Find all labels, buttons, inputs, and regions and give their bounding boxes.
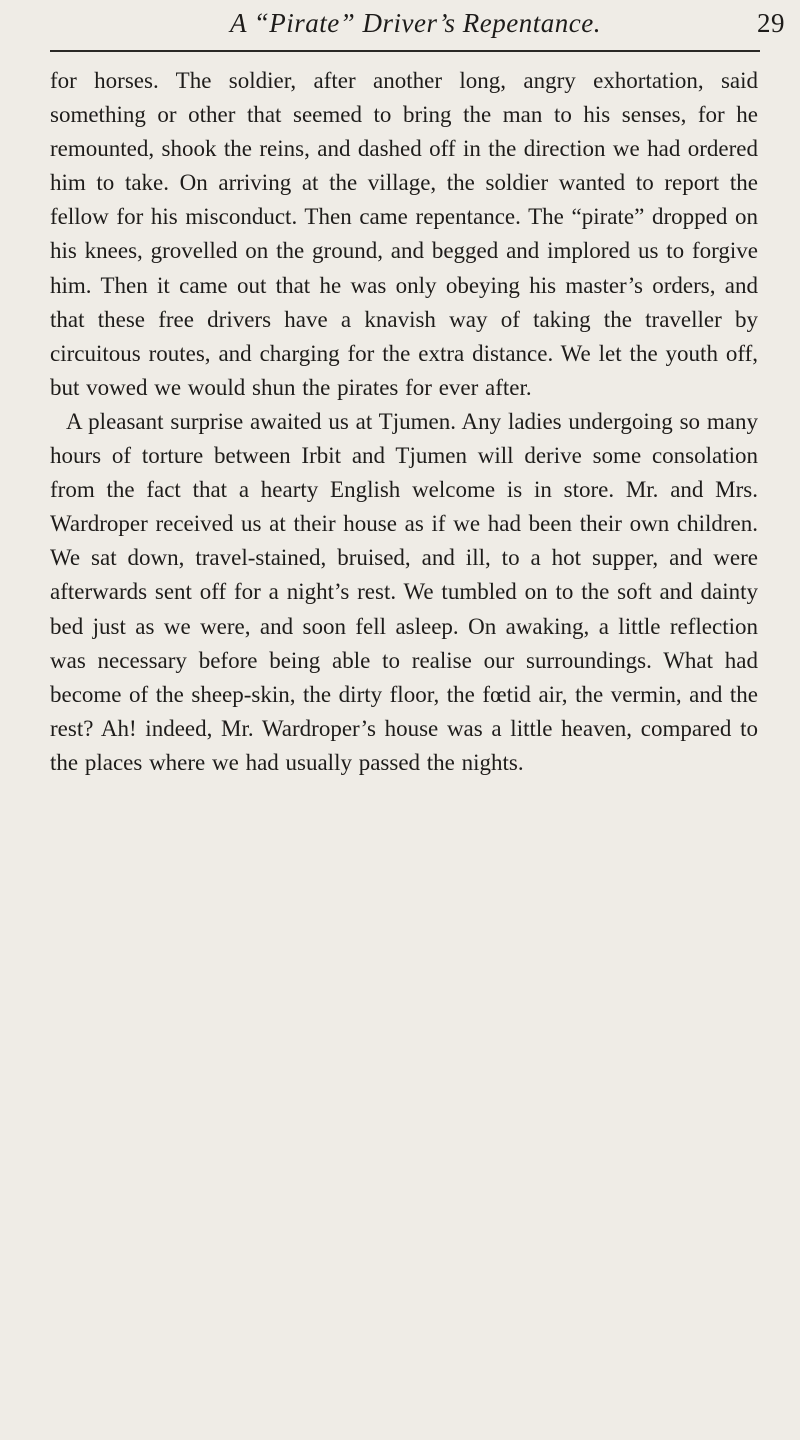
running-title: A “Pirate” Driver’s Repentance. — [230, 8, 601, 38]
paragraph-1: for horses. The soldier, after another long, angry exhortation, said something or other that seemed to bring the man to his senses, for he remounted, shook the reins, and dashed off in the direction we had ordered him to take. On arriving at the village, the soldier wanted to report the fellow for his misconduct. Then came repentance. The “pirate” dropped on his knees, grovelled on the ground, and begged and implored us to forgive him. Then it came out that he was only obeying his master’s orders, and that these free drivers have a knavish way of taking the traveller by circuitous routes, and charging for the extra distance. We let the youth off, but vowed we would shun the pirates for ever after. — [50, 68, 758, 400]
paragraph-2: A pleasant surprise awaited us at Tjumen. Any ladies undergoing so many hours of torture between Irbit and Tjumen will derive some consolation from the fact that a hearty English welcome is in store. Mr. and Mrs. Wardroper received us at their house as if we had been their own children. We sat down, travel-stained, bruised, and ill, to a hot supper, and were afterwards sent off for a night’s rest. We tumbled on to the soft and dainty bed just as we were, and soon fell asleep. On awaking, a little reflection was necessary before being able to realise our surroundings. What had become of the sheep-skin, the dirty floor, the fœtid air, the vermin, and the rest? Ah! indeed, Mr. Wardroper’s house was a little heaven, compared to the places where we had usually passed the nights. — [50, 408, 758, 775]
header-rule — [50, 50, 760, 52]
page-number: 29 — [757, 8, 785, 38]
body-text — [50, 64, 758, 780]
